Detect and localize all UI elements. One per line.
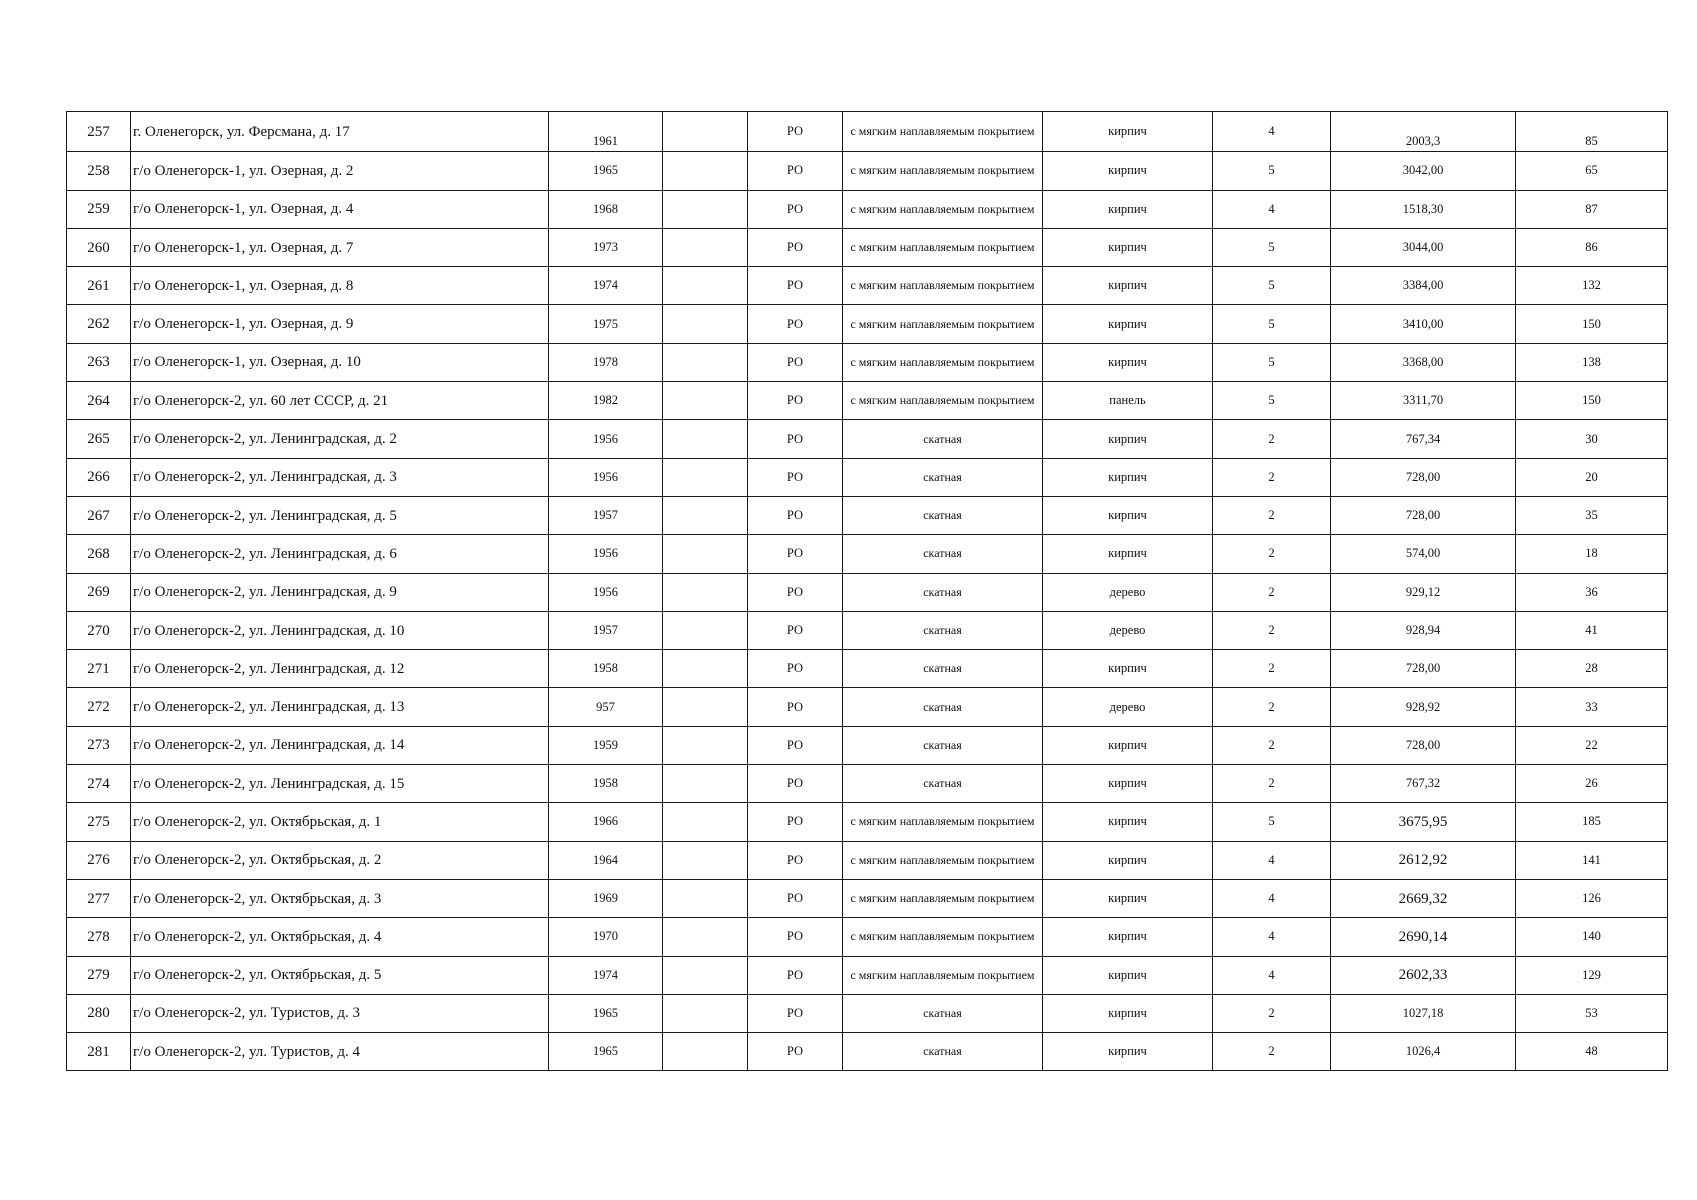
residents-cell: 132 [1516,267,1668,305]
area-cell: 3044,00 [1331,228,1516,266]
wall-material-cell: кирпич [1043,650,1213,688]
year-built-cell: 1978 [549,343,663,381]
year-built-cell: 1982 [549,382,663,420]
empty-cell [663,343,748,381]
table-row [67,803,1668,841]
table-row [67,458,1668,496]
wall-material-cell: кирпич [1043,190,1213,228]
area-cell: 3042,00 [1331,152,1516,190]
floors-cell: 5 [1213,228,1331,266]
area-cell: 2669,32 [1331,879,1516,917]
organization-cell: РО [748,573,843,611]
organization-cell: РО [748,994,843,1032]
floors-cell: 2 [1213,496,1331,534]
empty-cell [663,112,748,152]
residents-cell: 33 [1516,688,1668,726]
year-built-cell: 1964 [549,841,663,879]
floors-cell: 5 [1213,305,1331,343]
residents-cell: 129 [1516,956,1668,994]
area-cell: 728,00 [1331,726,1516,764]
table-row [67,688,1668,726]
table-row [67,879,1668,917]
residents-cell: 86 [1516,228,1668,266]
wall-material-cell: кирпич [1043,458,1213,496]
table-row [67,496,1668,534]
address-cell: г/о Оленегорск-2, ул. Ленинградская, д. 3 [131,458,549,496]
floors-cell: 4 [1213,841,1331,879]
floors-cell: 4 [1213,918,1331,956]
wall-material-cell: кирпич [1043,918,1213,956]
empty-cell [663,190,748,228]
wall-material-cell: кирпич [1043,420,1213,458]
residents-cell: 18 [1516,535,1668,573]
table-row [67,382,1668,420]
residents-cell: 65 [1516,152,1668,190]
empty-cell [663,611,748,649]
address-cell: г/о Оленегорск-2, ул. Ленинградская, д. 2 [131,420,549,458]
address-cell: г/о Оленегорск-2, ул. Ленинградская, д. 5 [131,496,549,534]
floors-cell: 2 [1213,458,1331,496]
address-cell: г/о Оленегорск-2, ул. Туристов, д. 3 [131,994,549,1032]
roof-type-cell: с мягким наплавляемым покрытием [843,228,1043,266]
row-number-cell: 278 [67,918,131,956]
address-cell: г/о Оленегорск-1, ул. Озерная, д. 7 [131,228,549,266]
address-cell: г/о Оленегорск-2, ул. Ленинградская, д. 13 [131,688,549,726]
table-row [67,841,1668,879]
empty-cell [663,228,748,266]
address-cell: г/о Оленегорск-2, ул. Октябрьская, д. 1 [131,803,549,841]
wall-material-cell: кирпич [1043,343,1213,381]
empty-cell [663,382,748,420]
table-row [67,765,1668,803]
row-number-cell: 276 [67,841,131,879]
roof-type-cell: с мягким наплавляемым покрытием [843,803,1043,841]
table-row [67,420,1668,458]
wall-material-cell: кирпич [1043,726,1213,764]
wall-material-cell: кирпич [1043,879,1213,917]
organization-cell: РО [748,496,843,534]
residents-cell: 126 [1516,879,1668,917]
year-built-cell: 1968 [549,190,663,228]
row-number-cell: 268 [67,535,131,573]
floors-cell: 2 [1213,688,1331,726]
empty-cell [663,458,748,496]
row-number-cell: 281 [67,1033,131,1071]
wall-material-cell: кирпич [1043,1033,1213,1071]
residents-cell: 85 [1516,112,1668,152]
table-row [67,190,1668,228]
area-cell: 767,32 [1331,765,1516,803]
row-number-cell: 264 [67,382,131,420]
year-built-cell: 1966 [549,803,663,841]
wall-material-cell: кирпич [1043,152,1213,190]
organization-cell: РО [748,765,843,803]
roof-type-cell: с мягким наплавляемым покрытием [843,879,1043,917]
wall-material-cell: дерево [1043,688,1213,726]
row-number-cell: 274 [67,765,131,803]
organization-cell: РО [748,803,843,841]
residents-cell: 185 [1516,803,1668,841]
roof-type-cell: скатная [843,650,1043,688]
roof-type-cell: с мягким наплавляемым покрытием [843,267,1043,305]
organization-cell: РО [748,535,843,573]
row-number-cell: 260 [67,228,131,266]
empty-cell [663,650,748,688]
organization-cell: РО [748,841,843,879]
row-number-cell: 270 [67,611,131,649]
floors-cell: 2 [1213,994,1331,1032]
year-built-cell: 1969 [549,879,663,917]
year-built-cell: 1975 [549,305,663,343]
address-cell: г/о Оленегорск-2, ул. Ленинградская, д. 10 [131,611,549,649]
wall-material-cell: кирпич [1043,765,1213,803]
address-cell: г/о Оленегорск-1, ул. Озерная, д. 4 [131,190,549,228]
empty-cell [663,994,748,1032]
residents-cell: 48 [1516,1033,1668,1071]
year-built-cell: 1957 [549,611,663,649]
area-cell: 728,00 [1331,650,1516,688]
organization-cell: РО [748,611,843,649]
roof-type-cell: скатная [843,535,1043,573]
address-cell: г/о Оленегорск-2, ул. Ленинградская, д. 6 [131,535,549,573]
residents-cell: 41 [1516,611,1668,649]
row-number-cell: 280 [67,994,131,1032]
residents-cell: 20 [1516,458,1668,496]
row-number-cell: 272 [67,688,131,726]
row-number-cell: 267 [67,496,131,534]
floors-cell: 2 [1213,573,1331,611]
area-cell: 928,94 [1331,611,1516,649]
address-cell: г/о Оленегорск-1, ул. Озерная, д. 9 [131,305,549,343]
empty-cell [663,496,748,534]
year-built-cell: 1973 [549,228,663,266]
organization-cell: РО [748,688,843,726]
roof-type-cell: скатная [843,611,1043,649]
roof-type-cell: с мягким наплавляемым покрытием [843,305,1043,343]
table-row [67,650,1668,688]
address-cell: г. Оленегорск, ул. Ферсмана, д. 17 [131,112,549,152]
organization-cell: РО [748,726,843,764]
area-cell: 728,00 [1331,496,1516,534]
floors-cell: 4 [1213,956,1331,994]
table-row [67,1033,1668,1071]
table-row [67,918,1668,956]
empty-cell [663,879,748,917]
organization-cell: РО [748,956,843,994]
table-row [67,535,1668,573]
organization-cell: РО [748,458,843,496]
row-number-cell: 273 [67,726,131,764]
residents-cell: 30 [1516,420,1668,458]
address-cell: г/о Оленегорск-2, ул. Октябрьская, д. 3 [131,879,549,917]
floors-cell: 2 [1213,765,1331,803]
floors-cell: 5 [1213,382,1331,420]
roof-type-cell: скатная [843,765,1043,803]
floors-cell: 2 [1213,535,1331,573]
table-row [67,994,1668,1032]
row-number-cell: 257 [67,112,131,152]
organization-cell: РО [748,267,843,305]
year-built-cell: 1970 [549,918,663,956]
roof-type-cell: скатная [843,496,1043,534]
wall-material-cell: кирпич [1043,535,1213,573]
area-cell: 767,34 [1331,420,1516,458]
area-cell: 3410,00 [1331,305,1516,343]
address-cell: г/о Оленегорск-2, ул. Туристов, д. 4 [131,1033,549,1071]
year-built-cell: 1956 [549,420,663,458]
organization-cell: РО [748,650,843,688]
year-built-cell: 1956 [549,535,663,573]
address-cell: г/о Оленегорск-1, ул. Озерная, д. 8 [131,267,549,305]
floors-cell: 5 [1213,803,1331,841]
roof-type-cell: скатная [843,573,1043,611]
wall-material-cell: кирпич [1043,305,1213,343]
address-cell: г/о Оленегорск-1, ул. Озерная, д. 2 [131,152,549,190]
year-built-cell: 1958 [549,765,663,803]
roof-type-cell: с мягким наплавляемым покрытием [843,918,1043,956]
wall-material-cell: кирпич [1043,496,1213,534]
year-built-cell: 1961 [549,112,663,152]
roof-type-cell: с мягким наплавляемым покрытием [843,841,1043,879]
roof-type-cell: с мягким наплавляемым покрытием [843,382,1043,420]
row-number-cell: 259 [67,190,131,228]
roof-type-cell: с мягким наплавляемым покрытием [843,112,1043,152]
area-cell: 3675,95 [1331,803,1516,841]
housing-register-sheet [66,111,1667,1071]
year-built-cell: 1957 [549,496,663,534]
roof-type-cell: с мягким наплавляемым покрытием [843,956,1043,994]
row-number-cell: 265 [67,420,131,458]
wall-material-cell: кирпич [1043,803,1213,841]
wall-material-cell: кирпич [1043,994,1213,1032]
organization-cell: РО [748,152,843,190]
housing-register-table [66,111,1668,1071]
area-cell: 1026,4 [1331,1033,1516,1071]
address-cell: г/о Оленегорск-1, ул. Озерная, д. 10 [131,343,549,381]
wall-material-cell: дерево [1043,611,1213,649]
roof-type-cell: скатная [843,420,1043,458]
roof-type-cell: с мягким наплавляемым покрытием [843,190,1043,228]
empty-cell [663,152,748,190]
floors-cell: 4 [1213,112,1331,152]
year-built-cell: 1965 [549,1033,663,1071]
year-built-cell: 1956 [549,573,663,611]
floors-cell: 2 [1213,650,1331,688]
row-number-cell: 261 [67,267,131,305]
table-row [67,267,1668,305]
address-cell: г/о Оленегорск-2, ул. Октябрьская, д. 5 [131,956,549,994]
empty-cell [663,573,748,611]
organization-cell: РО [748,918,843,956]
organization-cell: РО [748,305,843,343]
row-number-cell: 279 [67,956,131,994]
row-number-cell: 277 [67,879,131,917]
empty-cell [663,1033,748,1071]
area-cell: 928,92 [1331,688,1516,726]
row-number-cell: 262 [67,305,131,343]
address-cell: г/о Оленегорск-2, ул. Ленинградская, д. 12 [131,650,549,688]
roof-type-cell: скатная [843,726,1043,764]
table-row [67,112,1668,152]
residents-cell: 26 [1516,765,1668,803]
residents-cell: 87 [1516,190,1668,228]
area-cell: 3384,00 [1331,267,1516,305]
empty-cell [663,305,748,343]
floors-cell: 2 [1213,611,1331,649]
year-built-cell: 1974 [549,267,663,305]
area-cell: 2612,92 [1331,841,1516,879]
year-built-cell: 1958 [549,650,663,688]
area-cell: 2003,3 [1331,112,1516,152]
organization-cell: РО [748,420,843,458]
residents-cell: 53 [1516,994,1668,1032]
organization-cell: РО [748,879,843,917]
wall-material-cell: дерево [1043,573,1213,611]
floors-cell: 2 [1213,1033,1331,1071]
floors-cell: 2 [1213,420,1331,458]
residents-cell: 141 [1516,841,1668,879]
empty-cell [663,267,748,305]
empty-cell [663,918,748,956]
address-cell: г/о Оленегорск-2, ул. Октябрьская, д. 2 [131,841,549,879]
area-cell: 2690,14 [1331,918,1516,956]
year-built-cell: 1965 [549,994,663,1032]
floors-cell: 2 [1213,726,1331,764]
address-cell: г/о Оленегорск-2, ул. Ленинградская, д. 9 [131,573,549,611]
table-row [67,573,1668,611]
address-cell: г/о Оленегорск-2, ул. Октябрьская, д. 4 [131,918,549,956]
empty-cell [663,688,748,726]
organization-cell: РО [748,190,843,228]
area-cell: 929,12 [1331,573,1516,611]
roof-type-cell: скатная [843,994,1043,1032]
year-built-cell: 957 [549,688,663,726]
row-number-cell: 258 [67,152,131,190]
area-cell: 2602,33 [1331,956,1516,994]
area-cell: 1518,30 [1331,190,1516,228]
organization-cell: РО [748,228,843,266]
row-number-cell: 271 [67,650,131,688]
residents-cell: 140 [1516,918,1668,956]
table-row [67,152,1668,190]
wall-material-cell: панель [1043,382,1213,420]
floors-cell: 4 [1213,190,1331,228]
table-row [67,726,1668,764]
address-cell: г/о Оленегорск-2, ул. Ленинградская, д. 14 [131,726,549,764]
area-cell: 1027,18 [1331,994,1516,1032]
area-cell: 3311,70 [1331,382,1516,420]
organization-cell: РО [748,343,843,381]
floors-cell: 4 [1213,879,1331,917]
roof-type-cell: скатная [843,458,1043,496]
organization-cell: РО [748,1033,843,1071]
empty-cell [663,420,748,458]
year-built-cell: 1959 [549,726,663,764]
roof-type-cell: скатная [843,1033,1043,1071]
year-built-cell: 1974 [549,956,663,994]
empty-cell [663,765,748,803]
empty-cell [663,726,748,764]
area-cell: 728,00 [1331,458,1516,496]
residents-cell: 22 [1516,726,1668,764]
table-row [67,305,1668,343]
floors-cell: 5 [1213,343,1331,381]
organization-cell: РО [748,112,843,152]
wall-material-cell: кирпич [1043,112,1213,152]
residents-cell: 138 [1516,343,1668,381]
year-built-cell: 1965 [549,152,663,190]
residents-cell: 35 [1516,496,1668,534]
wall-material-cell: кирпич [1043,956,1213,994]
residents-cell: 150 [1516,382,1668,420]
table-row [67,956,1668,994]
empty-cell [663,803,748,841]
row-number-cell: 263 [67,343,131,381]
row-number-cell: 269 [67,573,131,611]
floors-cell: 5 [1213,152,1331,190]
roof-type-cell: с мягким наплавляемым покрытием [843,152,1043,190]
address-cell: г/о Оленегорск-2, ул. 60 лет СССР, д. 21 [131,382,549,420]
empty-cell [663,535,748,573]
empty-cell [663,956,748,994]
address-cell: г/о Оленегорск-2, ул. Ленинградская, д. 15 [131,765,549,803]
residents-cell: 150 [1516,305,1668,343]
table-row [67,611,1668,649]
table-row [67,343,1668,381]
residents-cell: 36 [1516,573,1668,611]
table-row [67,228,1668,266]
row-number-cell: 275 [67,803,131,841]
row-number-cell: 266 [67,458,131,496]
organization-cell: РО [748,382,843,420]
table-body [67,112,1668,1071]
roof-type-cell: с мягким наплавляемым покрытием [843,343,1043,381]
wall-material-cell: кирпич [1043,228,1213,266]
residents-cell: 28 [1516,650,1668,688]
roof-type-cell: скатная [843,688,1043,726]
area-cell: 3368,00 [1331,343,1516,381]
empty-cell [663,841,748,879]
wall-material-cell: кирпич [1043,267,1213,305]
wall-material-cell: кирпич [1043,841,1213,879]
year-built-cell: 1956 [549,458,663,496]
floors-cell: 5 [1213,267,1331,305]
area-cell: 574,00 [1331,535,1516,573]
